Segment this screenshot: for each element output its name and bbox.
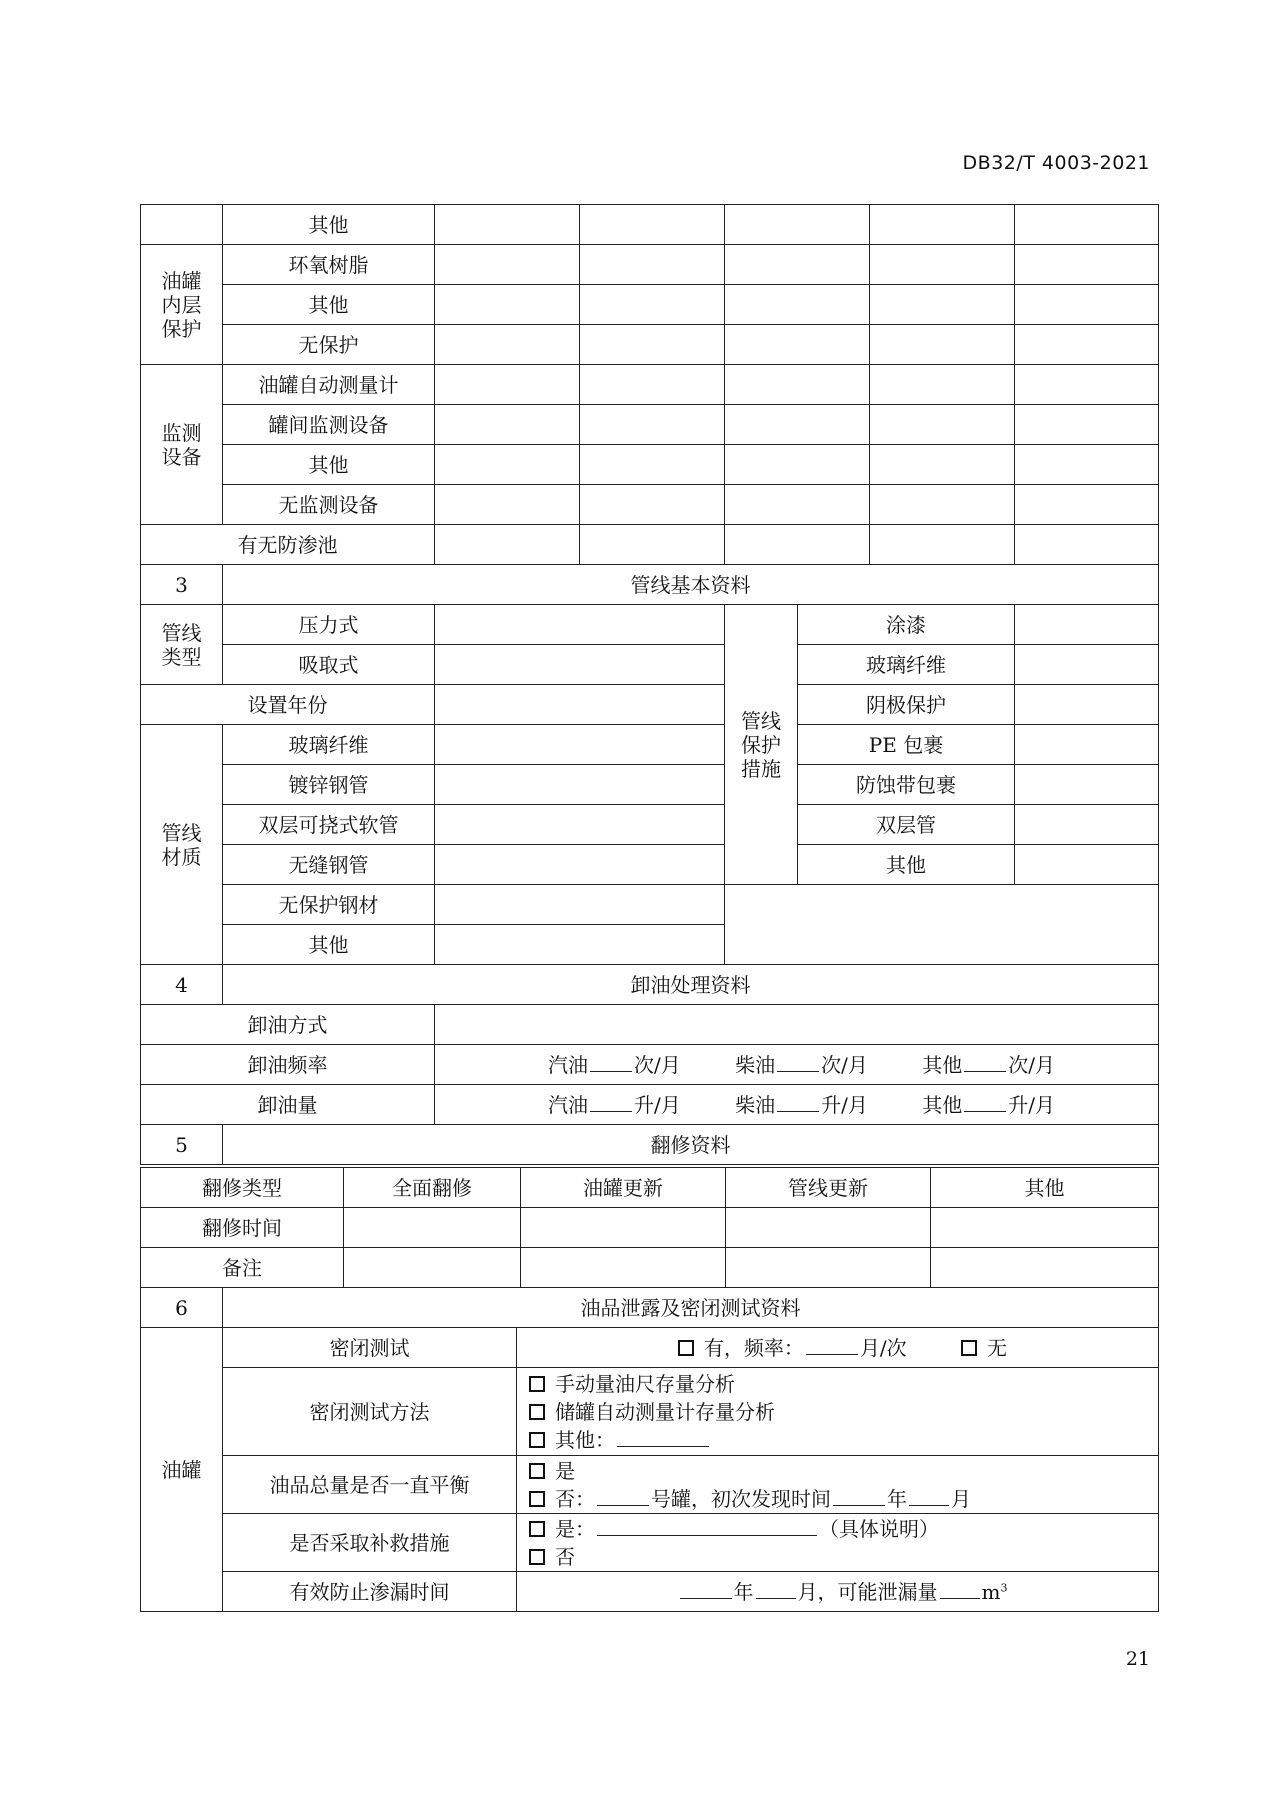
row-label: 其他	[223, 205, 435, 245]
row-label: 密闭测试方法	[223, 1368, 517, 1456]
group-label-pipe-protection: 管线 保护 措施	[725, 605, 798, 885]
checkbox-no[interactable]	[529, 1491, 545, 1507]
balance-field: 是 否： 号罐，初次发现时间 年 月	[517, 1456, 1159, 1514]
group-label-pipe-material: 管线 材质	[141, 725, 223, 965]
table-row	[141, 685, 1159, 725]
table-row	[141, 1456, 1159, 1514]
section-header-row	[141, 1125, 1159, 1165]
row-label: 吸取式	[223, 645, 435, 685]
checkbox-manual-dipstick[interactable]	[529, 1376, 545, 1392]
unload-amount-field[interactable]: 汽油 升/月 柴油 升/月 其他 升/月	[435, 1085, 1159, 1125]
table-row	[141, 445, 1159, 485]
table-row	[141, 205, 1159, 245]
column-header: 管线更新	[726, 1168, 931, 1208]
row-label: 无保护	[223, 325, 435, 365]
table-row	[141, 1572, 1159, 1612]
section-number: 5	[141, 1125, 223, 1165]
table-row	[141, 1514, 1159, 1572]
table-row	[141, 1328, 1159, 1368]
row-label: 镀锌钢管	[223, 765, 435, 805]
row-label: 无缝钢管	[223, 845, 435, 885]
section-number: 6	[141, 1288, 223, 1328]
row-label: 卸油频率	[141, 1045, 435, 1085]
section-header-row	[141, 965, 1159, 1005]
section-number: 3	[141, 565, 223, 605]
column-header: 全面翻修	[344, 1168, 521, 1208]
table-row	[141, 845, 1159, 885]
row-label: 无保护钢材	[223, 885, 435, 925]
page-number: 21	[1125, 1648, 1150, 1670]
checkbox-other[interactable]	[529, 1432, 545, 1448]
row-label: 其他	[223, 285, 435, 325]
row-label: 有无防渗池	[141, 525, 435, 565]
group-label-tank-inner: 油罐 内层 保护	[141, 245, 223, 365]
remedy-field: 是： （具体说明） 否	[517, 1514, 1159, 1572]
checkbox-yes[interactable]	[678, 1340, 694, 1356]
row-label: 油罐自动测量计	[223, 365, 435, 405]
row-label: 玻璃纤维	[798, 645, 1015, 685]
table-row	[141, 645, 1159, 685]
row-label: 油品总量是否一直平衡	[223, 1456, 517, 1514]
row-label: 卸油方式	[141, 1005, 435, 1045]
row-label: 环氧树脂	[223, 245, 435, 285]
row-label: 卸油量	[141, 1085, 435, 1125]
table-row	[141, 365, 1159, 405]
form-table-lower	[140, 1167, 1159, 1612]
table-row	[141, 1208, 1159, 1248]
row-label: 玻璃纤维	[223, 725, 435, 765]
row-label: 是否采取补救措施	[223, 1514, 517, 1572]
row-label: 备注	[141, 1248, 344, 1288]
table-row	[141, 325, 1159, 365]
row-label: 其他	[223, 925, 435, 965]
table-row	[141, 1045, 1159, 1085]
row-label: 翻修类型	[141, 1168, 344, 1208]
group-label-pipe-type: 管线 类型	[141, 605, 223, 685]
table-row	[141, 1005, 1159, 1045]
row-label: 防蚀带包裹	[798, 765, 1015, 805]
table-row	[141, 1248, 1159, 1288]
form-table-upper	[140, 204, 1159, 1165]
row-label: 其他	[798, 845, 1015, 885]
seal-test-field: 有，频率： 月/次 无	[517, 1328, 1159, 1368]
table-row	[141, 1368, 1159, 1456]
group-label-monitoring: 监测 设备	[141, 365, 223, 525]
table-row	[141, 605, 1159, 645]
row-label: 无监测设备	[223, 485, 435, 525]
section-header-row	[141, 565, 1159, 605]
section-title: 卸油处理资料	[223, 965, 1159, 1005]
prevent-time-field[interactable]: 年 月，可能泄漏量 $m^3$	[517, 1572, 1159, 1612]
row-label: 有效防止渗漏时间	[223, 1572, 517, 1612]
row-label: 涂漆	[798, 605, 1015, 645]
row-label: 其他	[223, 445, 435, 485]
row-label: 密闭测试	[223, 1328, 517, 1368]
column-header: 油罐更新	[521, 1168, 726, 1208]
table-row	[141, 805, 1159, 845]
row-label: 双层管	[798, 805, 1015, 845]
table-row	[141, 245, 1159, 285]
table-row	[141, 725, 1159, 765]
unload-frequency-field[interactable]: 汽油 次/月 柴油 次/月 其他 次/月	[435, 1045, 1159, 1085]
table-row	[141, 485, 1159, 525]
row-label: PE 包裹	[798, 725, 1015, 765]
checkbox-auto-gauge[interactable]	[529, 1404, 545, 1420]
checkbox-no[interactable]	[529, 1549, 545, 1565]
table-row	[141, 405, 1159, 445]
group-label-tank: 油罐	[141, 1328, 223, 1612]
row-label: 罐间监测设备	[223, 405, 435, 445]
row-label: 双层可挠式软管	[223, 805, 435, 845]
document-code: DB32/T 4003-2021	[962, 152, 1150, 174]
section-header-row	[141, 1288, 1159, 1328]
table-row	[141, 525, 1159, 565]
seal-method-field: 手动量油尺存量分析 储罐自动测量计存量分析 其他：	[517, 1368, 1159, 1456]
table-row	[141, 285, 1159, 325]
checkbox-yes[interactable]	[529, 1521, 545, 1537]
table-row	[141, 765, 1159, 805]
column-header: 其他	[931, 1168, 1159, 1208]
table-row	[141, 1085, 1159, 1125]
row-label: 设置年份	[141, 685, 435, 725]
section-title: 翻修资料	[223, 1125, 1159, 1165]
row-label: 压力式	[223, 605, 435, 645]
section-number: 4	[141, 965, 223, 1005]
section-title: 油品泄露及密闭测试资料	[223, 1288, 1159, 1328]
row-label: 翻修时间	[141, 1208, 344, 1248]
row-label: 阴极保护	[798, 685, 1015, 725]
checkbox-no[interactable]	[961, 1340, 977, 1356]
section-title: 管线基本资料	[223, 565, 1159, 605]
table-row	[141, 1168, 1159, 1208]
checkbox-yes[interactable]	[529, 1463, 545, 1479]
table-row	[141, 885, 1159, 925]
